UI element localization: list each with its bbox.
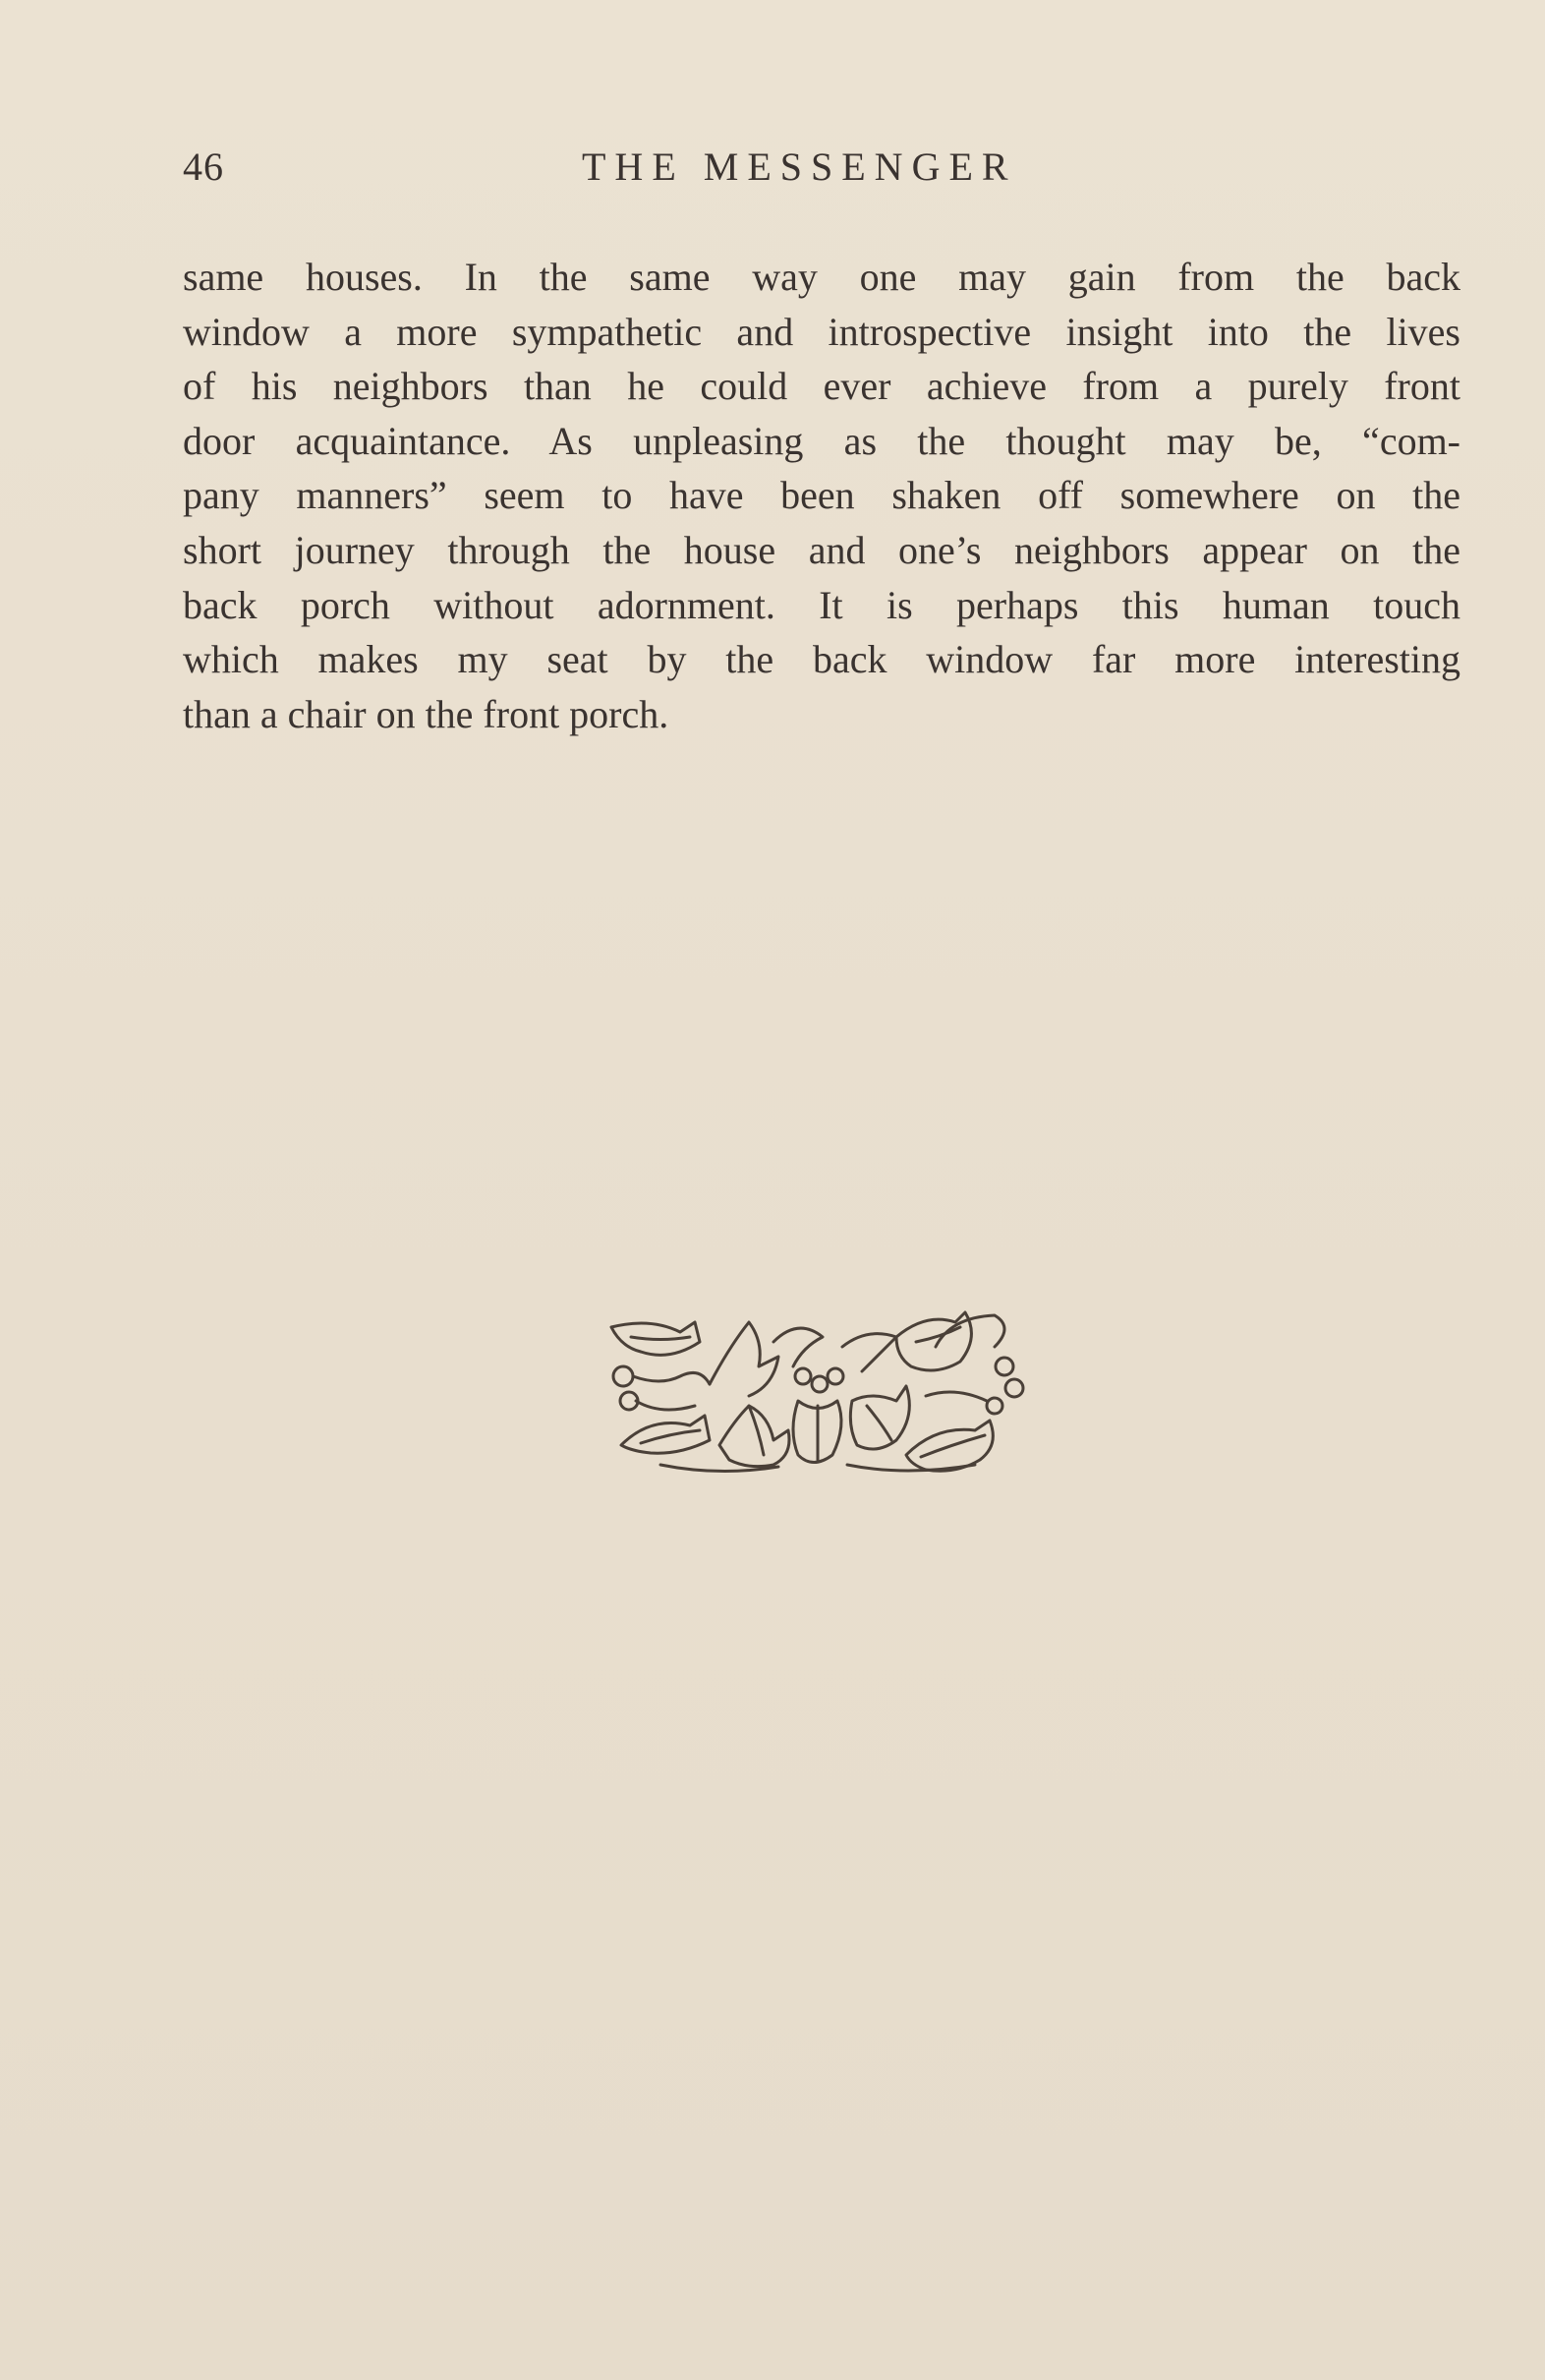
text-line: short journey through the house and one’s neighbors appear on the [183, 527, 1460, 572]
body-paragraph [183, 250, 1460, 741]
text-line: which makes my seat by the back window far more interesting [183, 637, 1460, 682]
running-title: THE MESSENGER [582, 145, 1017, 189]
text-line: back porch without adornment. It is perhaps this human touch [183, 582, 1460, 627]
text-line: same houses. In the same way one may gain from the back [183, 255, 1460, 299]
page-number: 46 [183, 145, 224, 189]
running-head [183, 138, 1460, 197]
text-line: of his neighbors than he could ever achieve from a purely front [183, 364, 1460, 409]
vine-leaf-ornament-icon [601, 1307, 1034, 1480]
text-line: pany manners” seem to have been shaken off somewhere on the [183, 473, 1460, 518]
text-line: window a more sympathetic and introspective insight into the lives [183, 309, 1460, 354]
text-line: than a chair on the front porch. [183, 691, 669, 736]
text-line: door acquaintance. As unpleasing as the thought may be, “com- [183, 418, 1460, 463]
